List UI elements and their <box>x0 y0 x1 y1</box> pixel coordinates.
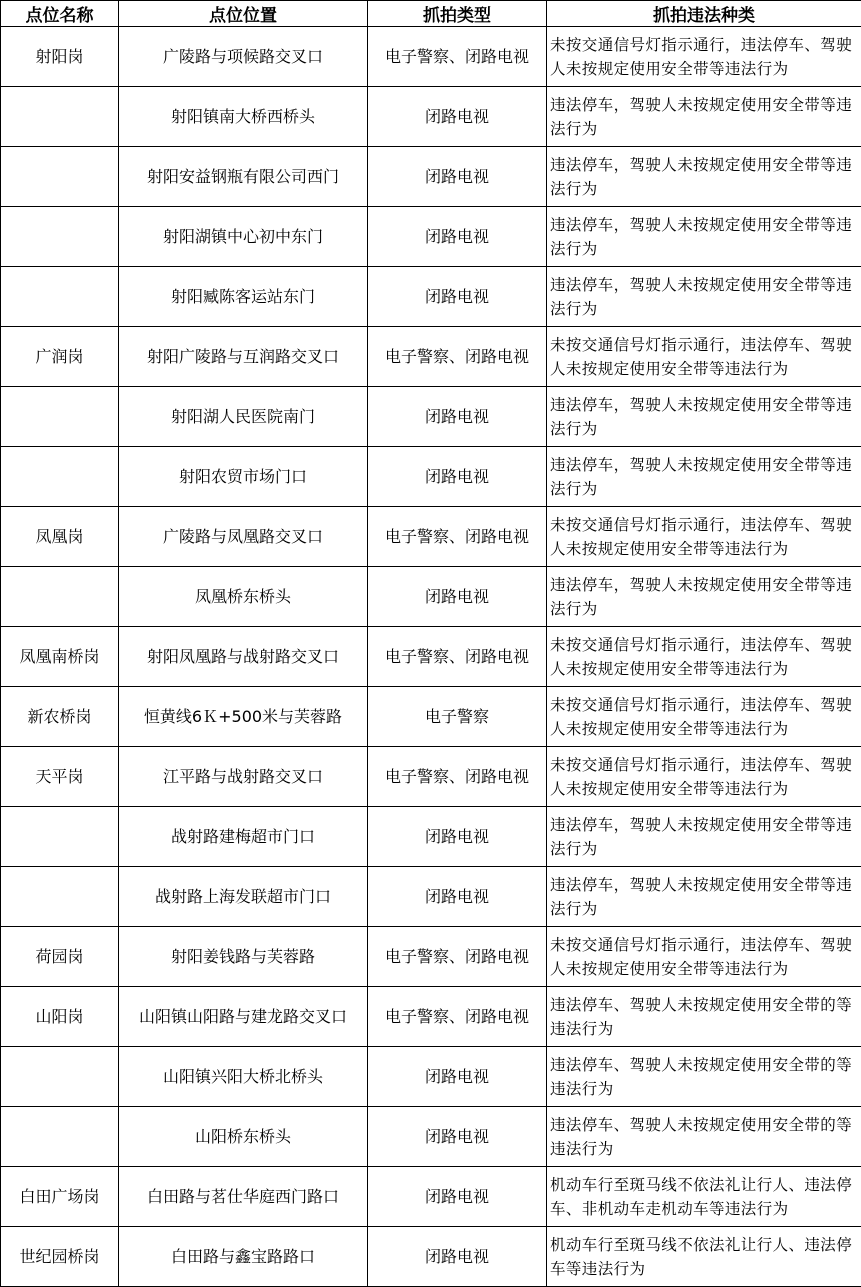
violation-types-cell: 机动车行至斑马线不依法礼让行人、违法停车、非机动车走机动车等违法行为 <box>547 1167 861 1227</box>
capture-type-cell: 闭路电视 <box>368 267 547 327</box>
violation-types-cell: 未按交通信号灯指示通行，违法停车、驾驶人未按规定使用安全带等违法行为 <box>547 687 861 747</box>
table-row <box>1 507 861 567</box>
point-name-cell: 世纪园桥岗 <box>1 1227 119 1287</box>
violation-types-cell: 未按交通信号灯指示通行，违法停车、驾驶人未按规定使用安全带等违法行为 <box>547 627 861 687</box>
point-name-cell: 凤凰岗 <box>1 507 119 567</box>
capture-type-cell: 闭路电视 <box>368 1167 547 1227</box>
point-location-cell: 射阳镇南大桥西桥头 <box>119 87 368 147</box>
capture-type-cell: 闭路电视 <box>368 1227 547 1287</box>
point-location-cell: 广陵路与凤凰路交叉口 <box>119 507 368 567</box>
capture-type-cell: 电子警察 <box>368 687 547 747</box>
point-name-cell: 射阳岗 <box>1 27 119 87</box>
point-location-cell: 射阳湖镇中心初中东门 <box>119 207 368 267</box>
point-location-cell: 射阳广陵路与互润路交叉口 <box>119 327 368 387</box>
point-location-cell: 恒黄线6Ｋ+500米与芙蓉路 <box>119 687 368 747</box>
table-row <box>1 327 861 387</box>
header-violation-types: 抓拍违法种类 <box>547 1 861 27</box>
table-row <box>1 1047 861 1107</box>
table-row <box>1 447 861 507</box>
capture-type-cell: 闭路电视 <box>368 147 547 207</box>
capture-type-cell: 电子警察、闭路电视 <box>368 27 547 87</box>
violation-types-cell: 违法停车、驾驶人未按规定使用安全带的等违法行为 <box>547 1107 861 1167</box>
violation-types-cell: 违法停车，驾驶人未按规定使用安全带等违法行为 <box>547 147 861 207</box>
header-point-location: 点位位置 <box>119 1 368 27</box>
violation-types-cell: 未按交通信号灯指示通行，违法停车、驾驶人未按规定使用安全带等违法行为 <box>547 327 861 387</box>
table-row <box>1 567 861 627</box>
header-point-name: 点位名称 <box>1 1 119 27</box>
capture-type-cell: 闭路电视 <box>368 1047 547 1107</box>
point-name-cell <box>1 807 119 867</box>
violation-types-cell: 违法停车，驾驶人未按规定使用安全带等违法行为 <box>547 807 861 867</box>
violation-types-cell: 机动车行至斑马线不依法礼让行人、违法停车等违法行为 <box>547 1227 861 1287</box>
capture-type-cell: 闭路电视 <box>368 867 547 927</box>
table-row <box>1 1227 861 1287</box>
point-name-cell <box>1 447 119 507</box>
capture-type-cell: 电子警察、闭路电视 <box>368 327 547 387</box>
point-name-cell <box>1 147 119 207</box>
point-name-cell <box>1 1047 119 1107</box>
point-location-cell: 战射路上海发联超市门口 <box>119 867 368 927</box>
point-name-cell: 广润岗 <box>1 327 119 387</box>
violation-types-cell: 违法停车、驾驶人未按规定使用安全带的等违法行为 <box>547 987 861 1047</box>
table-row <box>1 747 861 807</box>
capture-type-cell: 闭路电视 <box>368 447 547 507</box>
point-name-cell: 山阳岗 <box>1 987 119 1047</box>
point-name-cell: 新农桥岗 <box>1 687 119 747</box>
header-capture-type: 抓拍类型 <box>368 1 547 27</box>
table-row <box>1 1107 861 1167</box>
point-name-cell: 白田广场岗 <box>1 1167 119 1227</box>
violation-types-cell: 违法停车，驾驶人未按规定使用安全带等违法行为 <box>547 447 861 507</box>
point-name-cell: 凤凰南桥岗 <box>1 627 119 687</box>
capture-type-cell: 闭路电视 <box>368 387 547 447</box>
table-row <box>1 207 861 267</box>
table-row <box>1 147 861 207</box>
violation-types-cell: 违法停车，驾驶人未按规定使用安全带等违法行为 <box>547 867 861 927</box>
point-location-cell: 山阳镇山阳路与建龙路交叉口 <box>119 987 368 1047</box>
violation-types-cell: 未按交通信号灯指示通行，违法停车、驾驶人未按规定使用安全带等违法行为 <box>547 27 861 87</box>
point-location-cell: 广陵路与项候路交叉口 <box>119 27 368 87</box>
point-location-cell: 战射路建梅超市门口 <box>119 807 368 867</box>
violation-types-cell: 违法停车，驾驶人未按规定使用安全带等违法行为 <box>547 387 861 447</box>
point-location-cell: 凤凰桥东桥头 <box>119 567 368 627</box>
point-name-cell: 天平岗 <box>1 747 119 807</box>
violation-types-cell: 未按交通信号灯指示通行，违法停车、驾驶人未按规定使用安全带等违法行为 <box>547 507 861 567</box>
capture-type-cell: 闭路电视 <box>368 567 547 627</box>
violation-types-cell: 违法停车，驾驶人未按规定使用安全带等违法行为 <box>547 567 861 627</box>
table-row <box>1 87 861 147</box>
table-header-row <box>1 1 861 27</box>
capture-type-cell: 电子警察、闭路电视 <box>368 927 547 987</box>
table-row <box>1 387 861 447</box>
table-row <box>1 1167 861 1227</box>
point-location-cell: 白田路与茗仕华庭西门路口 <box>119 1167 368 1227</box>
violation-types-cell: 未按交通信号灯指示通行，违法停车、驾驶人未按规定使用安全带等违法行为 <box>547 747 861 807</box>
violation-types-cell: 违法停车，驾驶人未按规定使用安全带等违法行为 <box>547 267 861 327</box>
table-row <box>1 987 861 1047</box>
point-location-cell: 射阳安益钢瓶有限公司西门 <box>119 147 368 207</box>
table-row <box>1 27 861 87</box>
table-row <box>1 627 861 687</box>
capture-type-cell: 闭路电视 <box>368 1107 547 1167</box>
violation-types-cell: 违法停车，驾驶人未按规定使用安全带等违法行为 <box>547 87 861 147</box>
table-row <box>1 927 861 987</box>
point-location-cell: 江平路与战射路交叉口 <box>119 747 368 807</box>
point-location-cell: 射阳姜钱路与芙蓉路 <box>119 927 368 987</box>
capture-type-cell: 闭路电视 <box>368 207 547 267</box>
table-row <box>1 867 861 927</box>
capture-type-cell: 电子警察、闭路电视 <box>368 747 547 807</box>
capture-type-cell: 电子警察、闭路电视 <box>368 627 547 687</box>
point-location-cell: 射阳臧陈客运站东门 <box>119 267 368 327</box>
point-location-cell: 山阳镇兴阳大桥北桥头 <box>119 1047 368 1107</box>
point-name-cell <box>1 1107 119 1167</box>
capture-type-cell: 闭路电视 <box>368 87 547 147</box>
point-name-cell <box>1 867 119 927</box>
table-body <box>1 27 861 1287</box>
point-name-cell <box>1 567 119 627</box>
point-location-cell: 射阳农贸市场门口 <box>119 447 368 507</box>
point-location-cell: 山阳桥东桥头 <box>119 1107 368 1167</box>
point-name-cell <box>1 87 119 147</box>
point-location-cell: 射阳湖人民医院南门 <box>119 387 368 447</box>
point-location-cell: 白田路与鑫宝路路口 <box>119 1227 368 1287</box>
capture-type-cell: 电子警察、闭路电视 <box>368 987 547 1047</box>
point-name-cell <box>1 267 119 327</box>
violation-types-cell: 未按交通信号灯指示通行，违法停车、驾驶人未按规定使用安全带等违法行为 <box>547 927 861 987</box>
table-row <box>1 807 861 867</box>
point-name-cell: 荷园岗 <box>1 927 119 987</box>
table-row <box>1 267 861 327</box>
violation-types-cell: 违法停车、驾驶人未按规定使用安全带的等违法行为 <box>547 1047 861 1107</box>
violation-types-cell: 违法停车，驾驶人未按规定使用安全带等违法行为 <box>547 207 861 267</box>
point-name-cell <box>1 207 119 267</box>
capture-type-cell: 闭路电视 <box>368 807 547 867</box>
point-location-cell: 射阳凤凰路与战射路交叉口 <box>119 627 368 687</box>
point-name-cell <box>1 387 119 447</box>
capture-type-cell: 电子警察、闭路电视 <box>368 507 547 567</box>
table-row <box>1 687 861 747</box>
